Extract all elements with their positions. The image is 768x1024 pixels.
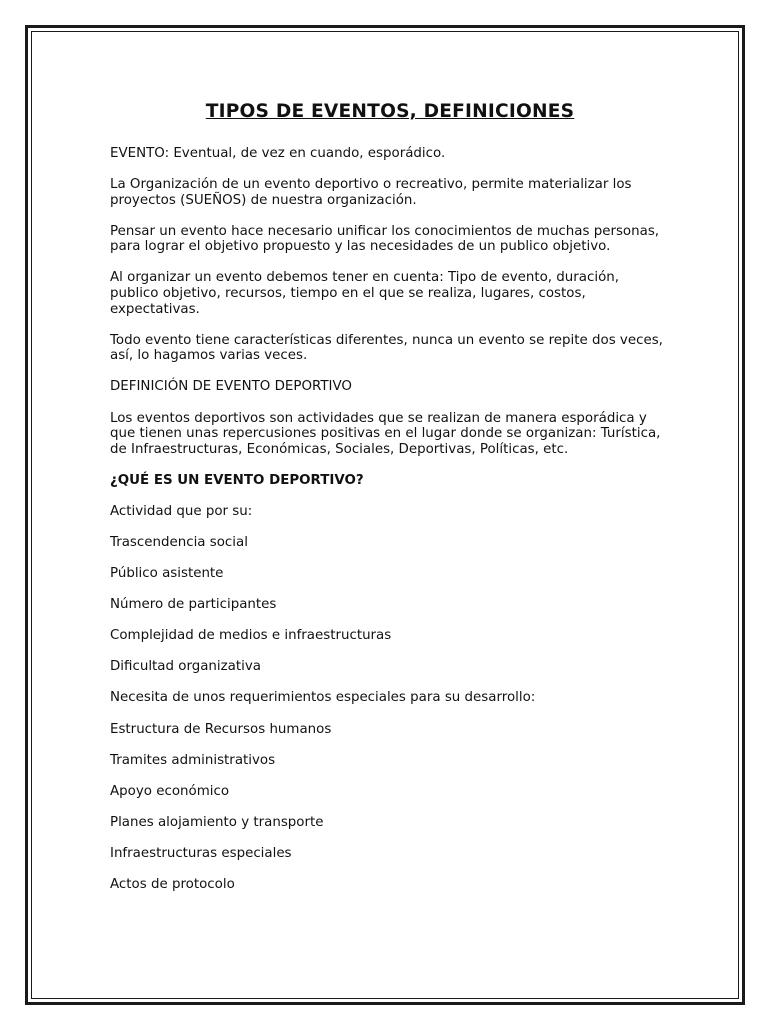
list-line: Planes alojamiento y transporte xyxy=(110,814,324,830)
document-body xyxy=(110,101,670,908)
heading-definicion-evento-deportivo: DEFINICIÓN DE EVENTO DEPORTIVO xyxy=(110,379,352,395)
list-line: Público asistente xyxy=(110,566,224,582)
list-line: Actos de protocolo xyxy=(110,877,235,893)
paragraph-caracteristicas: Todo evento tiene características diferentes, nunca un evento se repite dos veces, así, lo hagamos varias veces. xyxy=(110,332,663,364)
paragraph-organizacion: La Organización de un evento deportivo o recreativo, permite materializar los proyectos (SUEÑOS) de nuestra organización. xyxy=(110,177,632,208)
list-line: Complejidad de medios e infraestructuras xyxy=(110,628,392,644)
list-line: Estructura de Recursos humanos xyxy=(110,721,332,737)
list-line: Apoyo económico xyxy=(110,783,230,799)
list-line: Trascendencia social xyxy=(110,535,248,550)
list-line: Actividad que por su: xyxy=(110,503,253,519)
list-line: Tramites administrativos xyxy=(110,752,276,768)
paragraph-definicion-evento-deportivo: Los eventos deportivos son actividades que se realizan de manera esporádica y que tienen unas repercusiones positivas en el lugar donde se organizan: Turística, de Infraestructuras, Económicas, Sociales, Deportivas, Políticas, etc. xyxy=(110,410,661,457)
list-line: Número de participantes xyxy=(110,597,277,613)
paragraph-organizar-evento: Al organizar un evento debemos tener en cuenta: Tipo de evento, duración, publico objetivo, recursos, tiempo en el que se realiza, lugares, costos, expectativas. xyxy=(110,270,620,317)
paragraph-evento-definicion: EVENTO: Eventual, de vez en cuando, esporádico. xyxy=(110,146,446,161)
heading-que-es-evento-deportivo: ¿QUÉ ES UN EVENTO DEPORTIVO? xyxy=(110,472,364,488)
list-line: Infraestructuras especiales xyxy=(110,845,292,861)
list-line: Necesita de unos requerimientos especiales para su desarrollo: xyxy=(110,690,536,706)
document-title: TIPOS DE EVENTOS, DEFINICIONES xyxy=(205,101,575,122)
list-line: Dificultad organizativa xyxy=(110,659,261,675)
paragraph-pensar-evento: Pensar un evento hace necesario unificar los conocimientos de muchas personas, para lograr el objetivo propuesto y las necesidades de un publico objetivo. xyxy=(110,223,660,255)
